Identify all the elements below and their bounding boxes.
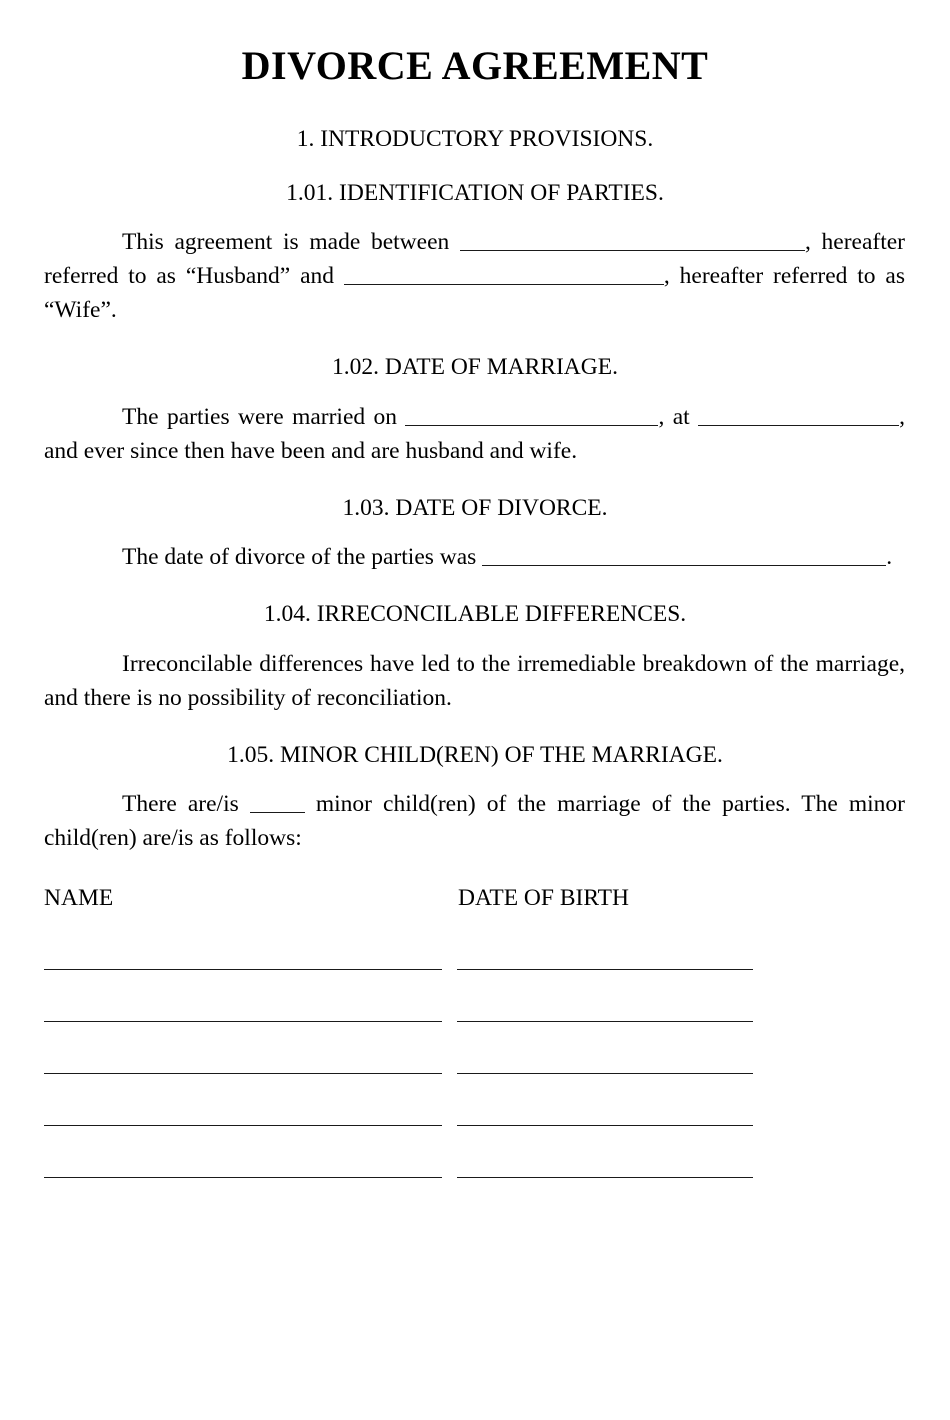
section-heading-1-04: 1.04. IRRECONCILABLE DIFFERENCES.: [263, 601, 687, 627]
paragraph-1-04: [0, 647, 950, 715]
column-gap: [442, 1149, 457, 1201]
paragraph-1-01-text-a: This agreement is made between: [122, 229, 460, 255]
table-row: [44, 993, 905, 1045]
wife-name-blank[interactable]: [344, 262, 664, 285]
paragraph-1-05-text-a: There are/is: [122, 791, 250, 817]
section-heading-1-02: 1.02. DATE OF MARRIAGE.: [332, 354, 618, 380]
paragraph-1-03-text-b: .: [886, 544, 893, 570]
child-dob-blank[interactable]: [457, 993, 753, 1022]
paragraph-1-05: [0, 787, 950, 855]
column-gap: [442, 941, 457, 993]
child-dob-blank[interactable]: [457, 1149, 753, 1178]
section-heading-1-01: 1.01. IDENTIFICATION OF PARTIES.: [286, 179, 664, 206]
child-name-blank[interactable]: [44, 1045, 442, 1074]
marriage-date-blank[interactable]: [405, 403, 658, 426]
paragraph-1-02-text-b: , at: [658, 403, 699, 430]
page-title: DIVORCE AGREEMENT: [241, 43, 709, 88]
paragraph-1-01-text-c: , hereafter referred to as “Wife”.: [44, 263, 905, 323]
table-row: [44, 1149, 905, 1201]
children-table-header-row: [44, 883, 905, 913]
paragraph-1-04-text: Irreconcilable differences have led to the irremediable breakdown of the marriage, and there is no possibility of reconciliation.: [44, 650, 905, 711]
child-name-blank[interactable]: [44, 993, 442, 1022]
husband-name-blank[interactable]: [460, 228, 805, 251]
child-name-blank[interactable]: [44, 1149, 442, 1178]
section-heading-1-05: 1.05. MINOR CHILD(REN) OF THE MARRIAGE.: [227, 741, 723, 768]
paragraph-1-02-text-c: , and ever since then have been and are husband and wife.: [44, 403, 905, 464]
child-dob-blank[interactable]: [457, 941, 753, 970]
table-row: [44, 1045, 905, 1097]
paragraph-1-01-text-b: , hereafter referred to as “Husband” and: [44, 229, 905, 289]
table-row: [44, 1097, 905, 1149]
children-table-body: [44, 941, 905, 1201]
child-name-blank[interactable]: [44, 1097, 442, 1126]
table-row: [44, 941, 905, 993]
column-gap: [442, 1097, 457, 1149]
column-gap: [442, 993, 457, 1045]
paragraph-1-02: [0, 400, 950, 468]
divorce-date-blank[interactable]: [482, 543, 886, 566]
section-heading-1-03: 1.03. DATE OF DIVORCE.: [342, 494, 608, 521]
paragraph-1-01: [0, 225, 950, 327]
minor-children-count-blank[interactable]: [250, 790, 305, 813]
column-gap: [442, 1045, 457, 1097]
paragraph-1-05-text-b: minor child(ren) of the marriage of the parties. The minor child(ren) are/is as follows:: [44, 791, 905, 851]
child-dob-blank[interactable]: [457, 1097, 753, 1126]
paragraph-1-02-text-a: The parties were married on: [122, 403, 406, 430]
marriage-place-blank[interactable]: [698, 403, 899, 426]
child-dob-blank[interactable]: [457, 1045, 753, 1074]
column-header-name: NAME: [44, 885, 114, 911]
child-name-blank[interactable]: [44, 941, 442, 970]
paragraph-1-03-text-a: The date of divorce of the parties was: [122, 544, 483, 570]
section-heading-1: 1. INTRODUCTORY PROVISIONS.: [296, 126, 654, 152]
column-header-date-of-birth: DATE OF BIRTH: [458, 885, 629, 911]
children-table: [0, 883, 950, 1201]
paragraph-1-03: [0, 540, 950, 574]
